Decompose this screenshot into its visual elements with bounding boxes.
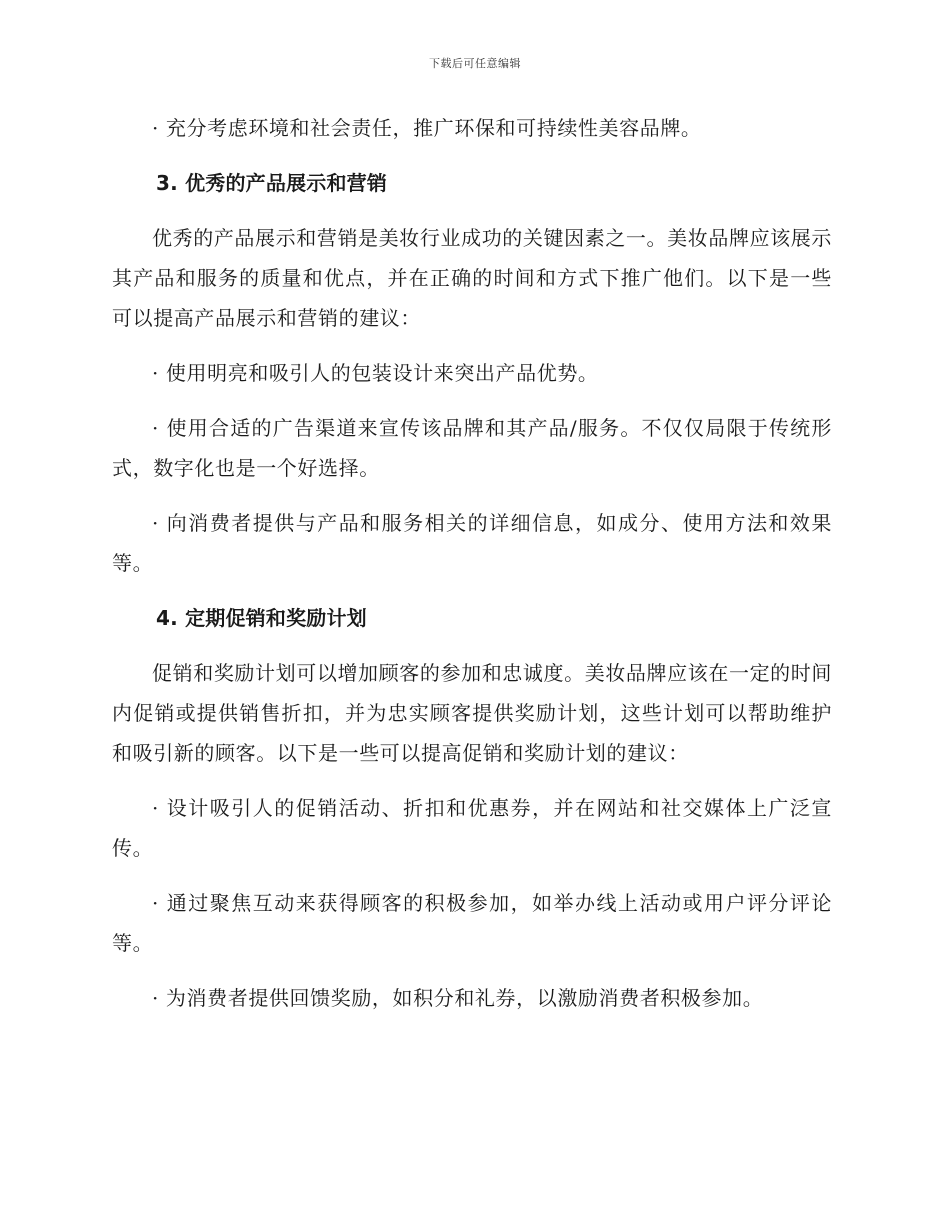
bullet-paragraph: · 使用合适的广告渠道来宣传该品牌和其产品/服务。不仅仅局限于传统形式，数字化也是一个好选择。 — [112, 416, 832, 480]
bullet-paragraph: · 向消费者提供与产品和服务相关的详细信息，如成分、使用方法和效果等。 — [112, 511, 832, 575]
document-body — [112, 108, 832, 1033]
bullet-paragraph: · 通过聚焦互动来获得顾客的积极参加，如举办线上活动或用户评分评论等。 — [112, 891, 832, 955]
bullet-paragraph: · 设计吸引人的促销活动、折扣和优惠券，并在网站和社交媒体上广泛宣传。 — [112, 796, 832, 860]
page-header-note: 下载后可任意编辑 — [429, 57, 521, 70]
bullet-paragraph: · 充分考虑环境和社会责任，推广环保和可持续性美容品牌。 — [152, 116, 702, 140]
section-heading: 4. 定期促销和奖励计划 — [156, 606, 367, 630]
bullet-paragraph: · 为消费者提供回馈奖励，如积分和礼券，以激励消费者积极参加。 — [152, 986, 764, 1010]
body-paragraph: 优秀的产品展示和营销是美妆行业成功的关键因素之一。美妆品牌应该展示其产品和服务的质量和优点，并在正确的时间和方式下推广他们。以下是一些可以提高产品展示和营销的建议： — [112, 226, 832, 330]
section-heading: 3. 优秀的产品展示和营销 — [156, 171, 388, 195]
body-paragraph: 促销和奖励计划可以增加顾客的参加和忠诚度。美妆品牌应该在一定的时间内促销或提供销售折扣，并为忠实顾客提供奖励计划，这些计划可以帮助维护和吸引新的顾客。以下是一些可以提高促销和奖励计划的建议： — [112, 661, 832, 765]
bullet-paragraph: · 使用明亮和吸引人的包装设计来突出产品优势。 — [152, 361, 599, 385]
